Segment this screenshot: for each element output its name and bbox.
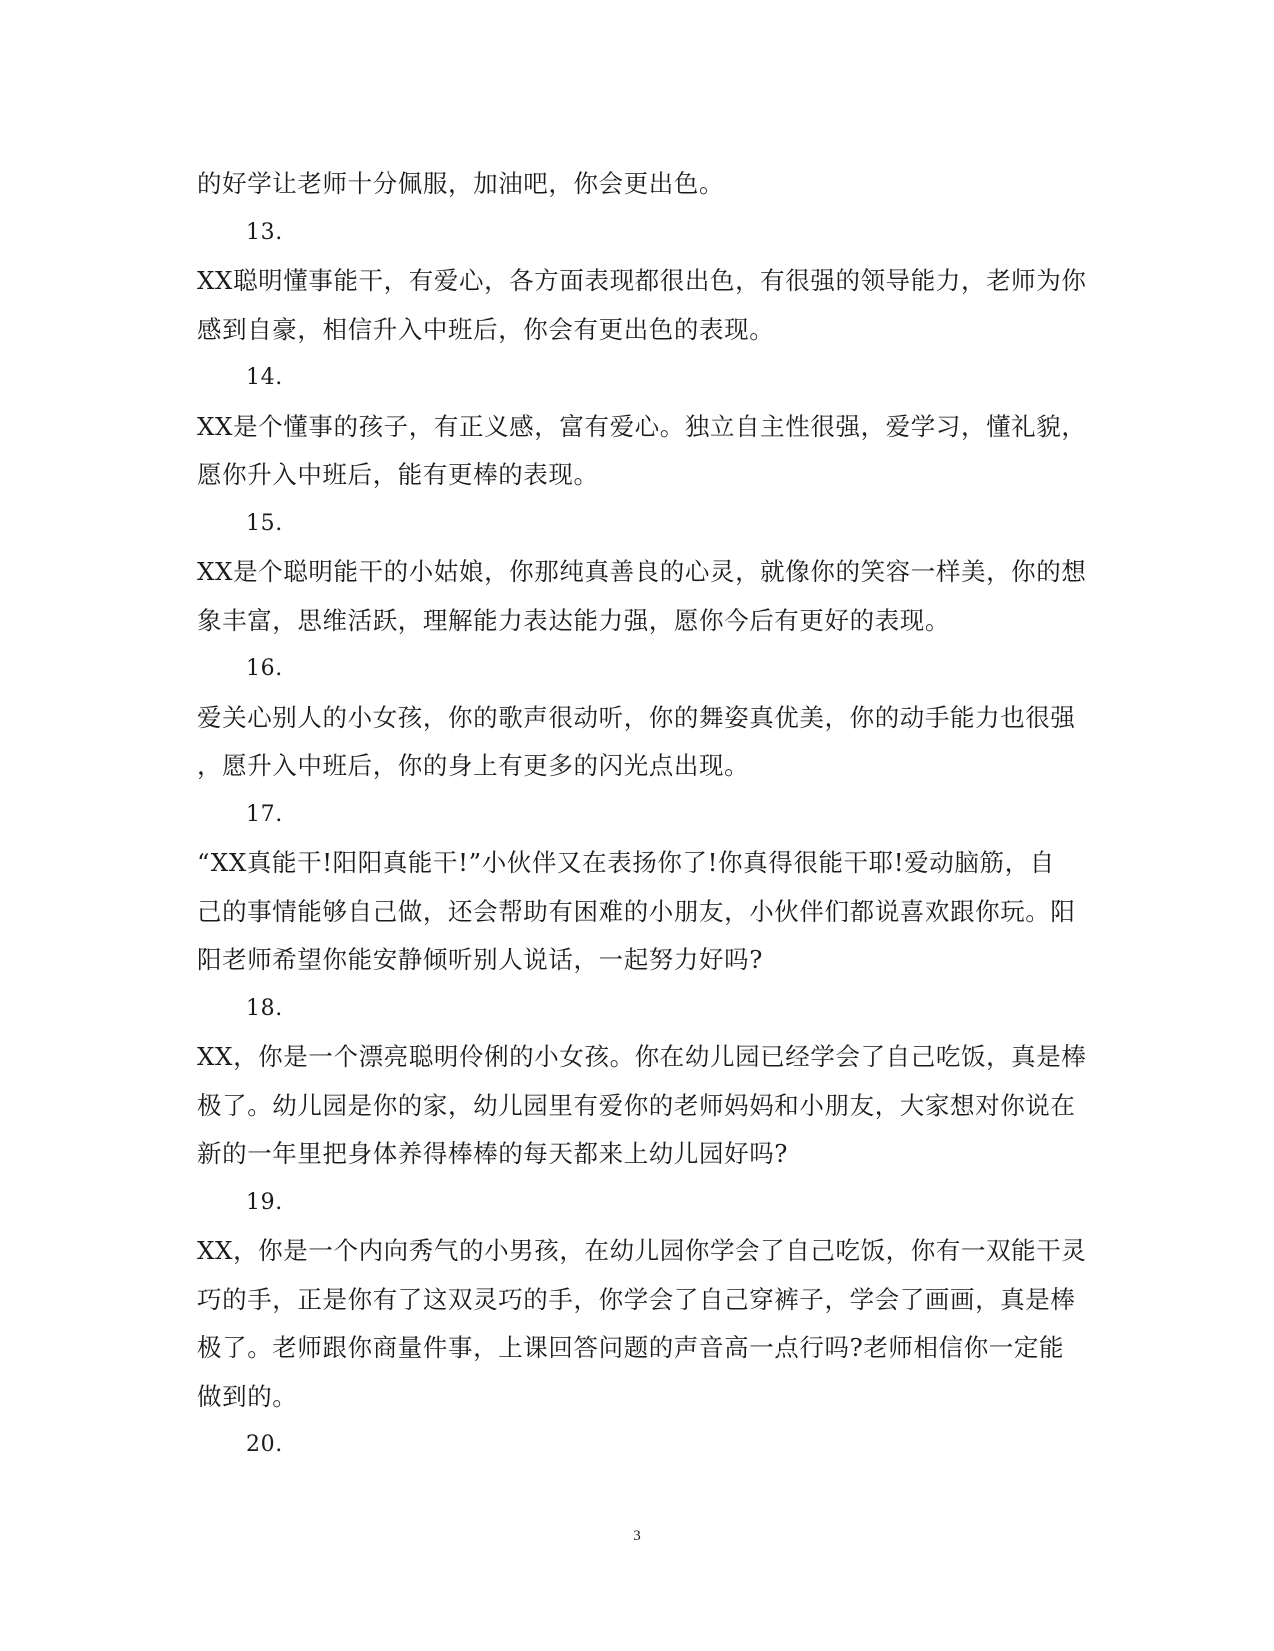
text-line: 的好学让老师十分佩服，加油吧，你会更出色。	[197, 169, 725, 198]
text-line: 巧的手，正是你有了这双灵巧的手，你学会了自己穿裤子，学会了画画，真是棒	[197, 1284, 1076, 1314]
text-line: 做到的。	[197, 1381, 298, 1411]
text-line: XX聪明懂事能干，有爱心，各方面表现都很出色，有很强的领导能力，老师为你	[197, 266, 1087, 295]
text-line: 象丰富，思维活跃，理解能力表达能力强，愿你今后有更好的表现。	[197, 605, 950, 635]
item-number: 17.	[246, 801, 283, 827]
item-number: 15.	[246, 510, 283, 536]
item-number: 20.	[246, 1432, 283, 1457]
text-line: XX，你是一个内向秀气的小男孩，在幼儿园你学会了自己吃饭，你有一双能干灵	[197, 1236, 1087, 1265]
text-line: “XX真能干!阳阳真能干!”小伙伴又在表扬你了!你真得很能干耶!爱动脑筋，自	[197, 848, 1055, 877]
item-number: 13.	[246, 219, 283, 245]
text-line: 感到自豪，相信升入中班后，你会有更出色的表现。	[197, 314, 775, 344]
text-line: XX是个懂事的孩子，有正义感，富有爱心。独立自主性很强，爱学习，懂礼貌，	[197, 411, 1087, 441]
item-number: 16.	[246, 656, 283, 681]
text-line: XX，你是一个漂亮聪明伶俐的小女孩。你在幼儿园已经学会了自己吃饭，真是棒	[197, 1042, 1087, 1071]
page-number: 3	[633, 1528, 641, 1544]
text-line: 极了。老师跟你商量件事，上课回答问题的声音高一点行吗?老师相信你一定能	[197, 1333, 1065, 1362]
document-body	[197, 160, 1087, 1470]
text-line: 新的一年里把身体养得棒棒的每天都来上幼儿园好吗?	[197, 1139, 789, 1168]
item-number: 14.	[246, 365, 283, 390]
text-line: ，愿升入中班后，你的身上有更多的闪光点出现。	[197, 751, 750, 780]
text-line: 爱关心别人的小女孩，你的歌声很动听，你的舞姿真优美，你的动手能力也很强	[197, 702, 1076, 732]
text-line: 愿你升入中班后，能有更棒的表现。	[197, 460, 599, 489]
item-number: 19.	[246, 1189, 283, 1215]
text-line: 极了。幼儿园是你的家，幼儿园里有爱你的老师妈妈和小朋友，大家想对你说在	[197, 1090, 1076, 1120]
item-number: 18.	[246, 995, 283, 1021]
text-line: 阳老师希望你能安静倾听别人说话，一起努力好吗?	[197, 945, 763, 974]
text-line: 己的事情能够自己做，还会帮助有困难的小朋友，小伙伴们都说喜欢跟你玩。阳	[197, 896, 1076, 926]
text-line: XX是个聪明能干的小姑娘，你那纯真善良的心灵，就像你的笑容一样美，你的想	[197, 557, 1087, 586]
